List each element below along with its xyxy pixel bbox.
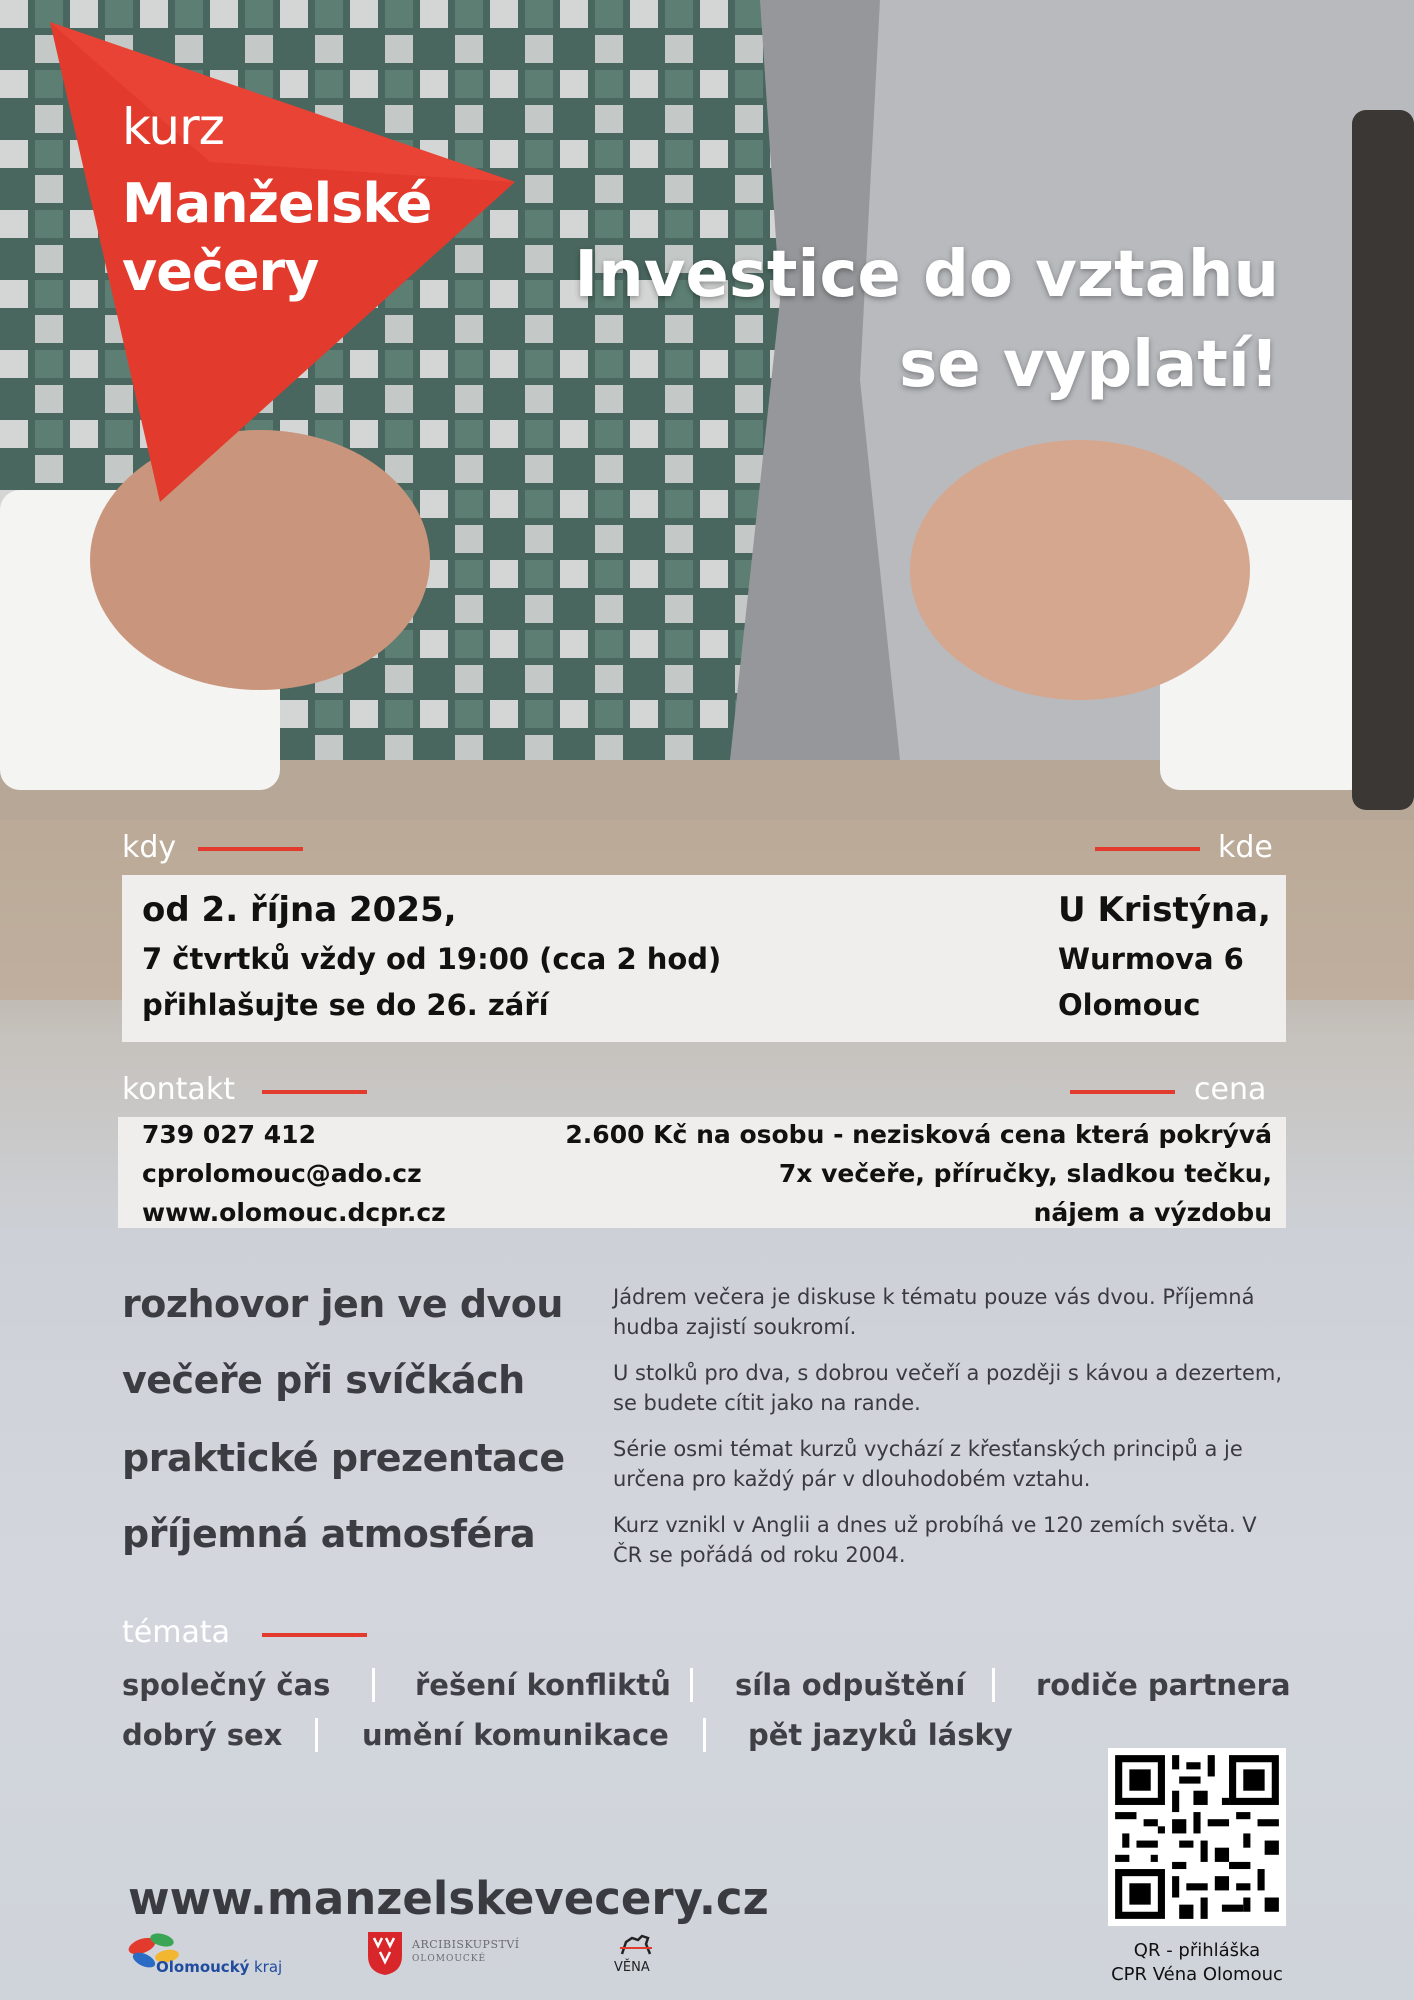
event-deadline: přihlašujte se do 26. září	[142, 988, 549, 1022]
feature-desc: Kurz vznikl v Anglii a dnes už probíhá ve 120 zemích světa. V ČR se pořádá od roku 2004.	[613, 1513, 1257, 1567]
coat-of-arms-icon	[366, 1930, 404, 1976]
topics-label: témata	[122, 1615, 230, 1650]
contact-phone[interactable]: 739 027 412	[142, 1120, 316, 1149]
feature-title: večeře při svíčkách	[122, 1358, 525, 1402]
vena-logo	[612, 1932, 662, 1978]
qr-caption-2: CPR Véna Olomouc	[1111, 1964, 1283, 1985]
feature-title: praktické prezentace	[122, 1436, 565, 1480]
brand-vecery: večery	[122, 240, 319, 303]
price-line3: nájem a výzdobu	[1033, 1198, 1272, 1227]
headline-line1: Investice do vztahu	[574, 238, 1279, 312]
qr-code[interactable]	[1108, 1748, 1286, 1926]
kraj-suffix: kraj	[254, 1958, 283, 1976]
feature-desc: Série osmi témat kurzů vychází z křesťanských principů a je určena pro každý pár v dlouhodobém vztahu.	[613, 1437, 1243, 1491]
topic-item: pět jazyků lásky	[748, 1718, 1013, 1752]
contact-email[interactable]: cprolomouc@ado.cz	[142, 1159, 422, 1188]
topic-item: síla odpuštění	[735, 1668, 966, 1702]
when-label: kdy	[122, 830, 177, 865]
vena-text: VĚNA	[614, 1960, 650, 1975]
contact-divider	[262, 1090, 367, 1094]
event-schedule: 7 čtvrtků vždy od 19:00 (cca 2 hod)	[142, 942, 722, 976]
price-line1: 2.600 Kč na osobu - nezisková cena která pokrývá	[565, 1120, 1272, 1149]
brand-manzelske: Manželské	[122, 172, 432, 235]
topic-item: umění komunikace	[362, 1718, 669, 1752]
brand-kurz: kurz	[122, 98, 224, 156]
kraj-name: Olomoucký	[156, 1958, 250, 1976]
venue-name: U Kristýna,	[1058, 890, 1271, 930]
topic-item: společný čas	[122, 1668, 331, 1702]
arcib-line1: ARCIBISKUPSTVÍ	[412, 1938, 520, 1951]
contact-web[interactable]: www.olomouc.dcpr.cz	[142, 1198, 446, 1227]
topic-item: řešení konfliktů	[415, 1668, 671, 1702]
price-line2: 7x večeře, příručky, sladkou tečku,	[778, 1159, 1272, 1188]
headline-line2: se vyplatí!	[899, 328, 1279, 402]
venue-city: Olomouc	[1058, 988, 1201, 1022]
where-label: kde	[1218, 830, 1273, 865]
where-divider	[1095, 847, 1200, 851]
topic-separator	[315, 1718, 318, 1752]
when-divider	[198, 847, 303, 851]
feature-title: příjemná atmosféra	[122, 1512, 536, 1556]
olomoucky-kraj-logo	[122, 1928, 292, 1978]
topic-separator	[372, 1668, 375, 1702]
topic-item: rodiče partnera	[1036, 1668, 1291, 1702]
topic-separator	[703, 1718, 706, 1752]
contact-label: kontakt	[122, 1072, 235, 1107]
website-link[interactable]: www.manzelskevecery.cz	[128, 1872, 769, 1925]
topics-divider	[262, 1633, 367, 1637]
qr-caption-1: QR - přihláška	[1133, 1940, 1261, 1961]
arcib-line2: OLOMOUCKÉ	[412, 1954, 487, 1964]
arcibiskupstvi-logo	[366, 1930, 536, 1978]
horse-icon	[618, 1932, 654, 1958]
feature-desc: Jádrem večera je diskuse k tématu pouze vás dvou. Příjemná hudba zajistí soukromí.	[613, 1285, 1255, 1339]
venue-street: Wurmova 6	[1058, 942, 1244, 976]
price-label: cena	[1194, 1072, 1267, 1107]
price-divider	[1070, 1090, 1175, 1094]
topic-separator	[690, 1668, 693, 1702]
topic-item: dobrý sex	[122, 1718, 283, 1752]
feature-desc: U stolků pro dva, s dobrou večeří a později s kávou a dezertem, se budete cítit jako na rande.	[613, 1361, 1283, 1415]
event-date: od 2. října 2025,	[142, 890, 457, 930]
topic-separator	[992, 1668, 995, 1702]
feature-title: rozhovor jen ve dvou	[122, 1282, 563, 1326]
